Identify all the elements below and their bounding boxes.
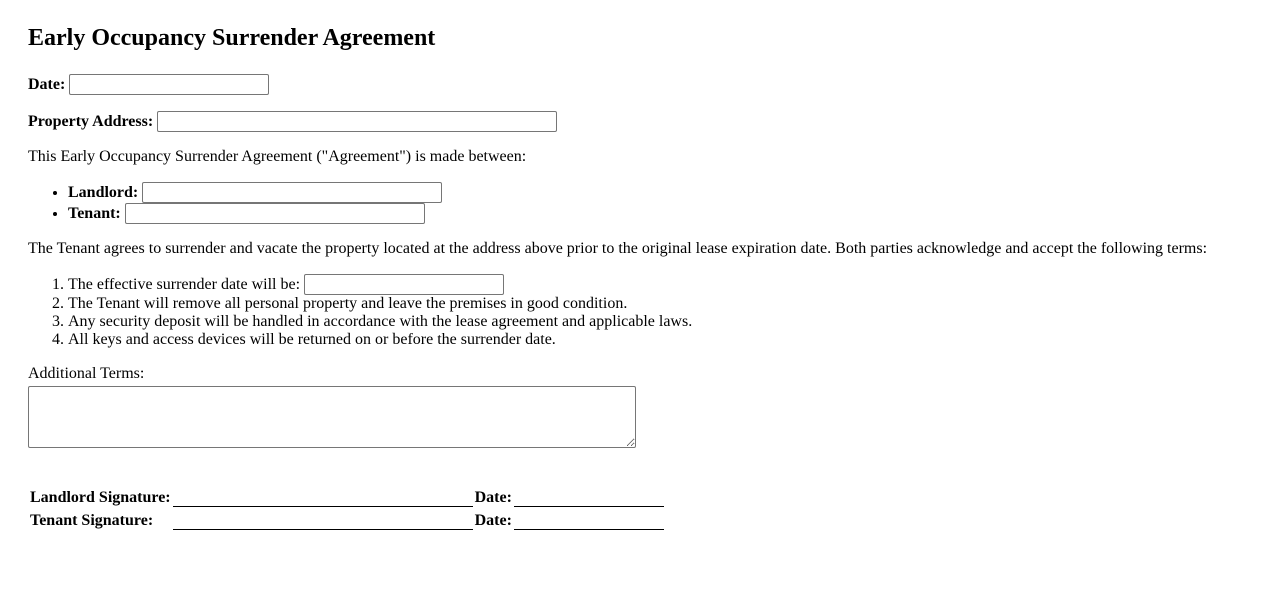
parties-list (28, 182, 1250, 224)
term-item-4 (68, 331, 1250, 349)
landlord-signature-label: Landlord Signature: (30, 489, 171, 506)
date-field-row (28, 74, 1250, 95)
additional-terms-textarea[interactable] (28, 386, 636, 448)
term-item-2-text: The Tenant will remove all personal property and leave the premises in good condition. (68, 295, 628, 312)
term-item-4-text: All keys and access devices will be returned on or before the surrender date. (68, 331, 556, 348)
terms-intro-text: The Tenant agrees to surrender and vacate the property located at the address above prior to the original lease expiration date. Both parties acknowledge and accept the following terms: (28, 240, 1208, 257)
term-item-3 (68, 313, 1250, 331)
surrender-date-input[interactable] (304, 274, 504, 295)
landlord-input[interactable] (142, 182, 442, 203)
term-item-2 (68, 295, 1250, 313)
date-input[interactable] (69, 74, 269, 95)
tenant-input[interactable] (125, 203, 425, 224)
terms-list (28, 274, 1250, 349)
document-title: Early Occupancy Surrender Agreement (28, 25, 436, 51)
property-address-label: Property Address: (28, 113, 154, 130)
tenant-signature-label: Tenant Signature: (30, 512, 154, 529)
landlord-date-label: Date: (474, 489, 512, 506)
date-label: Date: (28, 76, 66, 93)
term-item-3-text: Any security deposit will be handled in accordance with the lease agreement and applicable laws. (68, 313, 693, 330)
list-item-landlord (68, 182, 1250, 203)
list-item-tenant (68, 203, 1250, 224)
property-address-field-row (28, 111, 1250, 132)
intro-text: This Early Occupancy Surrender Agreement ("Agreement") is made between: (28, 148, 527, 165)
landlord-date-line (514, 486, 664, 507)
tenant-label: Tenant: (68, 205, 121, 222)
landlord-label: Landlord: (68, 184, 139, 201)
tenant-signature-row (30, 509, 664, 530)
tenant-date-label: Date: (474, 512, 512, 529)
tenant-date-line (514, 509, 664, 530)
tenant-signature-line (173, 509, 473, 530)
term-item-1 (68, 274, 1250, 295)
landlord-signature-line (173, 486, 473, 507)
term-item-1-text: The effective surrender date will be: (68, 276, 301, 293)
landlord-signature-row (30, 486, 664, 507)
signature-table (28, 484, 666, 532)
property-address-input[interactable] (157, 111, 557, 132)
additional-terms-label: Additional Terms: (28, 365, 145, 382)
